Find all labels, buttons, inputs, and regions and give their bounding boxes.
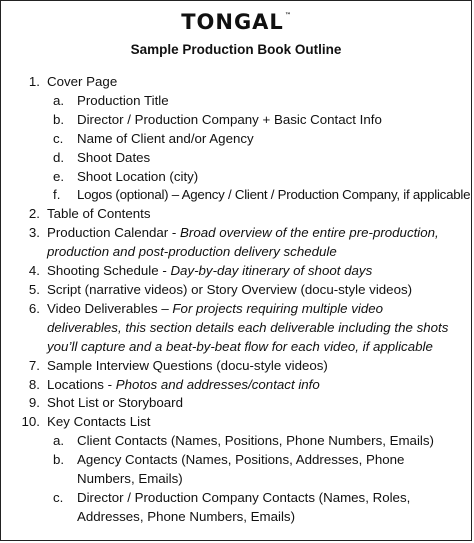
outline-item-key-contacts xyxy=(17,413,471,432)
item-number: 8. xyxy=(28,376,40,392)
outline-item-shooting-schedule xyxy=(17,262,471,281)
sub-item-letter: c. xyxy=(53,130,64,146)
item-description: For projects requiring multiple video deliverables, this section details each deliverable including the shots you’ll capture and a beat-by-beat flow for each video, if applicable xyxy=(47,300,449,354)
item-label: Cover Page xyxy=(47,74,118,89)
outline-item-table-of-contents xyxy=(17,205,471,224)
item-number: 4. xyxy=(28,263,40,279)
outline-item-video-deliverables xyxy=(17,300,471,357)
item-content xyxy=(47,224,461,262)
sub-item-letter: e. xyxy=(53,168,65,184)
sub-item-text: Production Title xyxy=(77,92,169,108)
sub-item xyxy=(17,186,471,205)
sub-item xyxy=(17,432,471,451)
sub-item xyxy=(17,111,471,130)
sub-item-text: Shoot Location (city) xyxy=(77,168,199,184)
outline-item-interview-questions xyxy=(17,357,471,376)
item-label: Locations - xyxy=(47,376,116,392)
sub-item xyxy=(17,130,471,149)
outline-item-cover-page xyxy=(17,73,471,92)
sub-item-text: Client Contacts (Names, Positions, Phone Numbers, Emails) xyxy=(77,433,434,449)
page-title: Sample Production Book Outline xyxy=(130,42,342,57)
sub-item xyxy=(17,92,471,111)
item-label: Sample Interview Questions (docu-style videos) xyxy=(47,357,328,373)
item-description: Day-by-day itinerary of shoot days xyxy=(170,263,373,279)
item-number: 5. xyxy=(28,281,40,297)
sub-item-text: Shoot Dates xyxy=(77,149,151,165)
sub-item xyxy=(17,451,471,489)
outline-item-shot-list xyxy=(17,394,471,413)
item-description: Photos and addresses/contact info xyxy=(115,376,320,392)
item-number: 10. xyxy=(21,414,40,430)
sub-item-text: Director / Production Company Contacts (Names, Roles, Addresses, Phone Numbers, Emails) xyxy=(77,489,411,524)
item-content xyxy=(47,376,461,395)
outline-item-script xyxy=(17,281,471,300)
sub-item xyxy=(17,168,471,187)
sub-item xyxy=(17,489,471,527)
item-number: 6. xyxy=(28,300,40,316)
item-number: 9. xyxy=(28,395,40,411)
item-number: 2. xyxy=(28,206,40,222)
item-number: 7. xyxy=(28,357,40,373)
sub-item-letter: f. xyxy=(53,187,61,203)
item-description: Broad overview of the entire pre-production, production and post-production delivery schedule xyxy=(47,225,439,260)
outline-item-locations xyxy=(17,376,471,395)
sub-item-letter: a. xyxy=(53,92,65,108)
item-content xyxy=(47,300,461,357)
item-label: Production Calendar - xyxy=(47,225,181,241)
sub-item-letter: a. xyxy=(53,433,65,449)
sub-item-letter: b. xyxy=(53,111,65,127)
item-label: Key Contacts List xyxy=(47,414,151,430)
sub-item-text: Agency Contacts (Names, Positions, Addresses, Phone Numbers, Emails) xyxy=(77,452,405,487)
sub-item-letter: c. xyxy=(53,489,64,505)
item-label: Script (narrative videos) or Story Overview (docu-style videos) xyxy=(47,281,413,297)
sub-item-text: Logos (optional) – Agency / Client / Production Company, if applicable xyxy=(77,187,471,203)
sub-item xyxy=(17,149,471,168)
item-label: Video Deliverables – xyxy=(47,300,173,316)
logo-trademark: ™ xyxy=(284,12,291,19)
outline-list xyxy=(17,73,471,527)
item-label: Shooting Schedule - xyxy=(47,263,171,279)
sub-item-text: Name of Client and/or Agency xyxy=(77,130,254,146)
item-number: 3. xyxy=(28,225,40,241)
item-label: Shot List or Storyboard xyxy=(47,395,183,411)
item-number: 1. xyxy=(28,74,40,89)
sub-item-text: Director / Production Company + Basic Contact Info xyxy=(77,111,382,127)
tongal-logo xyxy=(1,10,471,34)
outline-item-production-calendar xyxy=(17,224,471,262)
item-label: Table of Contents xyxy=(47,206,151,222)
logo-text: TONGAL xyxy=(181,10,284,34)
item-content xyxy=(47,262,461,281)
sub-item-letter: b. xyxy=(53,452,65,468)
sub-item-letter: d. xyxy=(53,149,65,165)
